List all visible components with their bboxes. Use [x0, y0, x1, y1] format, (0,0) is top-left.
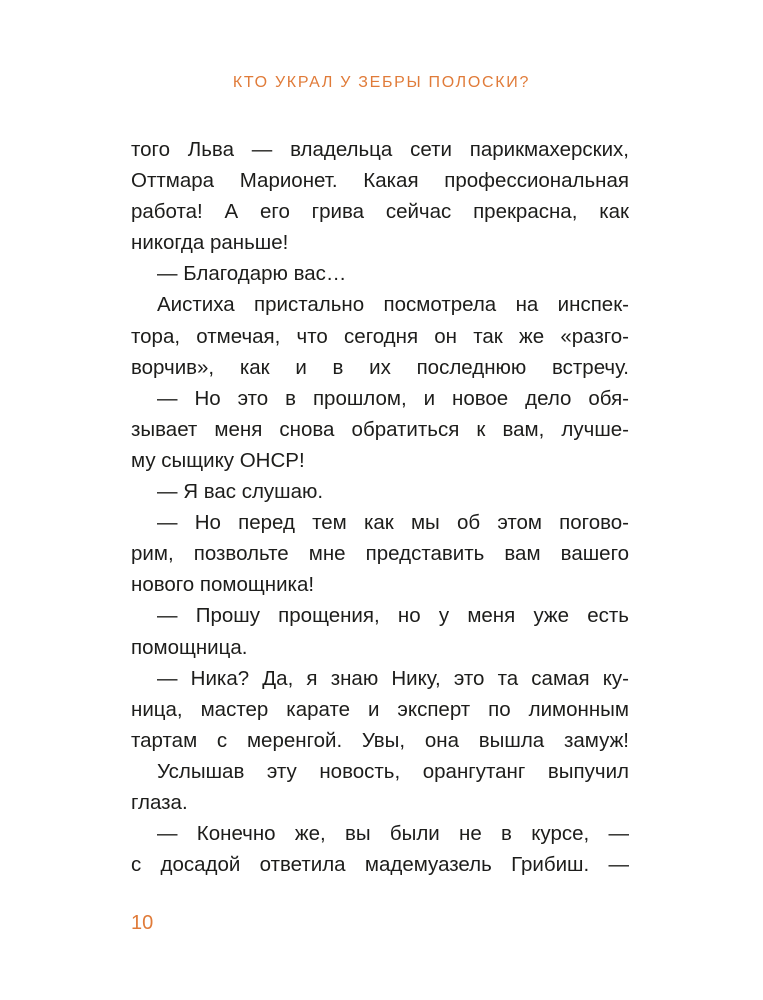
text-line: — Благодарю вас… [157, 262, 347, 286]
text-line: — Конечно же, вы были не в курсе, — [157, 822, 629, 846]
text-line: работа! А его грива сейчас прекрасна, как [131, 200, 629, 224]
text-line: му сыщику ОНСР! [131, 448, 305, 472]
text-line: — Я вас слушаю. [157, 480, 324, 504]
body-text [131, 134, 629, 880]
text-line: ница, мастер карате и эксперт по лимонным [131, 697, 629, 721]
text-line: ворчив», как и в их последнюю встречу. [131, 355, 629, 379]
text-line: — Но перед тем как мы об этом погово- [157, 511, 629, 535]
text-line: — Прошу прощения, но у меня уже есть [157, 604, 629, 628]
text-line: — Ника? Да, я знаю Нику, это та самая ку- [157, 666, 629, 690]
text-line: рим, позвольте мне представить вам вашего [131, 542, 629, 566]
text-line: никогда раньше! [131, 231, 289, 255]
text-line: — Но это в прошлом, и новое дело обя- [157, 386, 629, 410]
page-number: 10 [131, 912, 154, 934]
text-line: нового помощника! [131, 573, 315, 597]
text-line: Услышав эту новость, орангутанг выпучил [157, 759, 629, 783]
text-line: с досадой ответила мадемуазель Грибиш. — [131, 853, 629, 877]
text-line: глаза. [131, 790, 188, 814]
text-line: помощница. [131, 635, 248, 659]
running-title: КТО УКРАЛ У ЗЕБРЫ ПОЛОСКИ? [232, 74, 531, 91]
text-line: тора, отмечая, что сегодня он так же «разго- [131, 324, 629, 348]
text-line: тартам с меренгой. Увы, она вышла замуж! [131, 728, 629, 752]
text-line: того Льва — владельца сети парикмахерских, [131, 138, 629, 161]
text-line: зывает меня снова обратиться к вам, лучше- [131, 417, 629, 441]
text-line: Оттмара Марионет. Какая профессиональная [131, 169, 629, 193]
text-line: Аистиха пристально посмотрела на инспек- [157, 293, 629, 317]
